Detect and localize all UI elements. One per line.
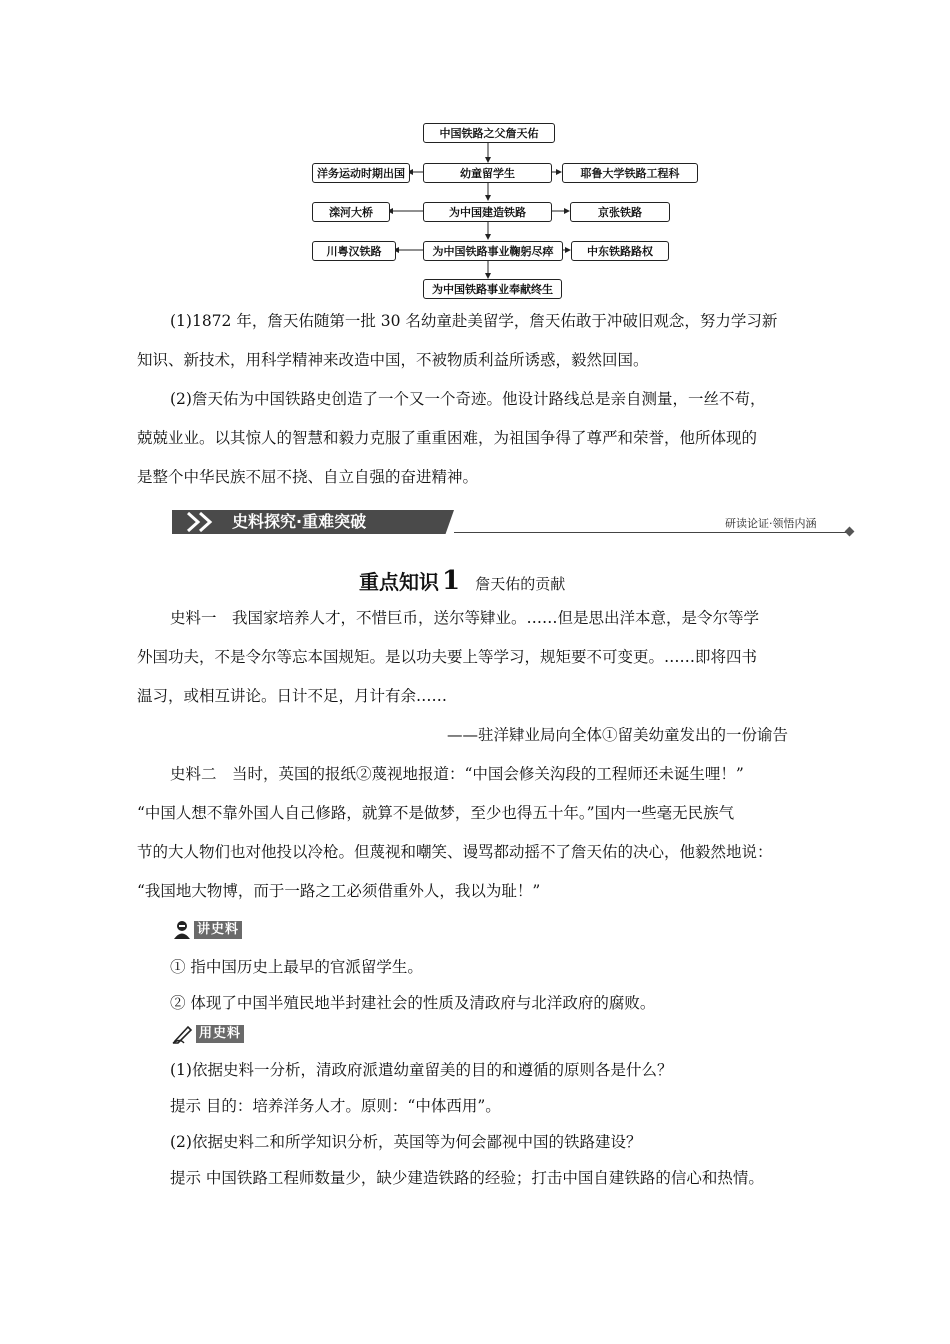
source2-line1: 史料二 当时，英国的报纸②蔑视地报道：“中国会修关沟段的工程师还未诞生哩！” [170,765,744,783]
intro-p2-line2: 兢兢业业。以其惊人的智慧和毅力克服了重重困难，为祖国争得了尊严和荣誉，他所体现的 [137,429,758,447]
source1-line3: 温习，或相互讲论。日计不足，月计有余…… [137,687,448,705]
flow-node-left3: 川粤汉铁路 [312,241,396,261]
flow-node-center3: 为中国铁路事业鞠躬尽瘁 [423,241,563,261]
flowchart [310,120,700,300]
explain-note-1: ① 指中国历史上最早的官派留学生。 [170,958,423,976]
flow-node-left1: 洋务运动时期出国 [312,163,410,183]
source2-line4: “我国地大物博，而于一路之工必须借重外人，我以为耻！” [137,882,541,900]
diamond-icon [845,527,855,537]
pen-icon [172,1024,194,1044]
use-tag: 用史料 [196,1025,244,1043]
flow-node-right2: 京张铁路 [570,202,670,222]
banner-hint: 研读论证·领悟内涵 [725,517,817,530]
heading-text: 重点知识 [359,570,439,594]
source2-line3: 节的大人物们也对他投以冷枪。但蔑视和嘲笑、谩骂都动摇不了詹天佑的决心，他毅然地说： [137,843,773,861]
double-chevron-icon [186,512,226,532]
source2-line2: “中国人想不靠外国人自己修路，就算不是做梦，至少也得五十年。”国内一些毫无民族气 [137,804,735,822]
use-answer-2: 提示 中国铁路工程师数量少，缺少建造铁路的经验；打击中国自建铁路的信心和热情。 [170,1169,764,1187]
use-question-1: (1)依据史料一分析，清政府派遣幼童留美的目的和遵循的原则各是什么？ [170,1061,673,1079]
flow-node-center2: 为中国建造铁路 [423,202,552,222]
flow-node-right3: 中东铁路路权 [571,241,669,261]
source1-line1: 史料一 我国家培养人才，不惜巨币，送尔等肄业。……但是思出洋本意，是令尔等学 [170,609,760,627]
teacher-icon [172,920,192,940]
use-question-2: (2)依据史料二和所学知识分析，英国等为何会鄙视中国的铁路建设？ [170,1133,642,1151]
intro-p1-line1: (1)1872 年，詹天佑随第一批 30 名幼童赴美留学，詹天佑敢于冲破旧观念，努力学习新 [170,312,778,330]
heading-number: 1 [442,566,461,596]
heading-subtitle: 詹天佑的贡献 [475,575,566,593]
intro-p2-line1: (2)詹天佑为中国铁路史创造了一个又一个奇迹。他设计路线总是亲自测量，一丝不苟， [170,390,766,408]
use-answer-1: 提示 目的：培养洋务人才。原则：“中体西用”。 [170,1097,501,1115]
intro-p1-line2: 知识、新技术，用科学精神来改造中国，不被物质利益所诱惑，毅然回国。 [137,351,649,369]
flow-node-left2: 滦河大桥 [312,202,390,222]
banner-title: 史料探究·重难突破 [232,512,367,531]
flow-node-right1: 耶鲁大学铁路工程科 [562,163,698,183]
flow-node-center1: 幼童留学生 [423,163,552,183]
flow-node-top: 中国铁路之父詹天佑 [423,123,555,143]
source1-attribution: ——驻洋肄业局向全体①留美幼童发出的一份谕告 [447,726,789,744]
explain-note-2: ② 体现了中国半殖民地半封建社会的性质及清政府与北洋政府的腐败。 [170,994,656,1012]
source1-line2: 外国功夫，不是令尔等忘本国规矩。是以功夫要上等学习，规矩要不可变更。……即将四书 [137,648,758,666]
banner-rule [454,532,846,533]
flow-node-bottom: 为中国铁路事业奉献终生 [423,279,562,299]
section-heading [359,566,565,596]
explain-tag: 讲史料 [194,921,242,939]
intro-p2-line3: 是整个中华民族不屈不挠、自立自强的奋进精神。 [137,468,479,486]
